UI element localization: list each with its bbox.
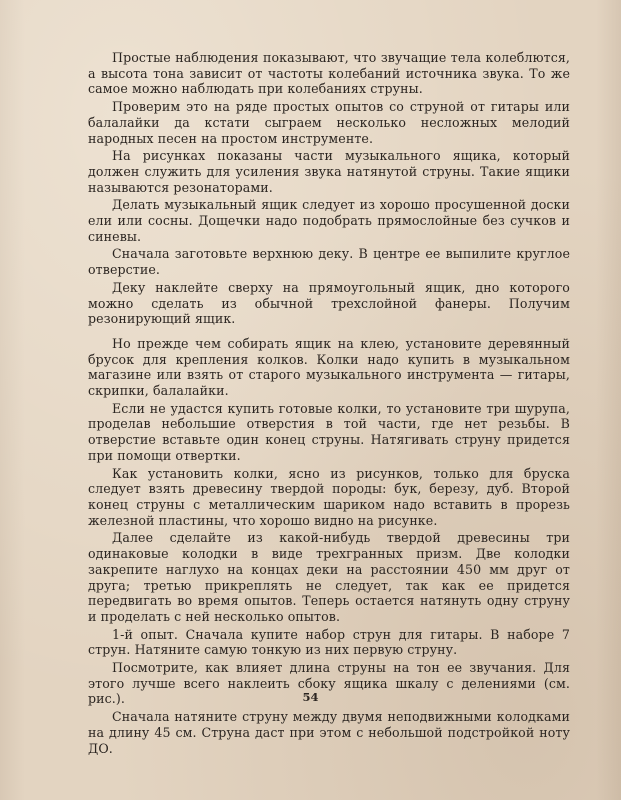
paragraph: Простые наблюдения показывают, что звучащие тела колеблются, а высота тона зависит от частоты колебаний источника звука. То же самое можно наблюдать при колебаниях струны. — [88, 50, 570, 97]
paragraph: Проверим это на ряде простых опытов со струной от гитары или балалайки да кстати сыграем несколько несложных мелодий народных песен на простом инструменте. — [88, 99, 570, 146]
paragraph: 1-й опыт. Сначала купите набор струн для гитары. В наборе 7 струн. Натяните самую тонкую из них первую струну. — [88, 626, 570, 658]
page-number: 54 — [302, 690, 319, 704]
paragraph: Как установить колки, ясно из рисунков, только для бруска следует взять древесину твердой породы: бук, березу, дуб. Второй конец струны с металлическим шариком надо вставить в прорезь железной пластины, что хорошо видно на рисунке. — [88, 465, 570, 528]
paragraph: Далее сделайте из какой-нибудь твердой древесины три одинаковые колодки в виде трехгранных призм. Две колодки закрепите наглухо на концах деки на расстоянии 450 мм друг от друга; третью прикреплять не следует, так как ее придется передвигать во время опытов. Теперь остается натянуть одну струну и проделать с ней несколько опытов. — [88, 530, 570, 624]
paragraph: Сначала натяните струну между двумя неподвижными колодками на длину 45 см. Струна даст при этом с небольшой подстройкой ноту ДО. — [88, 709, 570, 756]
paragraph: Посмотрите, как влияет длина струны на тон ее звучания. Для этого лучше всего наклеить сбоку ящика шкалу с делениями (см. рис.). — [88, 660, 570, 707]
paragraph: Делать музыкальный ящик следует из хорошо просушенной доски ели или сосны. Дощечки надо подобрать прямослойные без сучков и синевы. — [88, 197, 570, 244]
paragraph: Если не удастся купить готовые колки, то установите три шурупа, проделав небольшие отверстия в той части, где нет резьбы. В отверстие вставьте один конец струны. Натягивать струну придется при помощи отвертки. — [88, 400, 570, 463]
paragraph: На рисунках показаны части музыкального ящика, который должен служить для усиления звука натянутой струны. Такие ящики называются резонаторами. — [88, 148, 570, 195]
body-text — [88, 50, 570, 758]
paragraph: Сначала заготовьте верхнюю деку. В центре ее выпилите круглое отверстие. — [88, 246, 570, 278]
paragraph: Деку наклейте сверху на прямоугольный ящик, дно которого можно сделать из обычной трехслойной фанеры. Получим резонирующий ящик. — [88, 279, 570, 327]
paragraph: Но прежде чем собирать ящик на клею, установите деревянный брусок для крепления колков. Колки надо купить в музыкальном магазине или взять от старого музыкального инструмента — гитары, скрипки, балалайки. — [88, 335, 570, 399]
